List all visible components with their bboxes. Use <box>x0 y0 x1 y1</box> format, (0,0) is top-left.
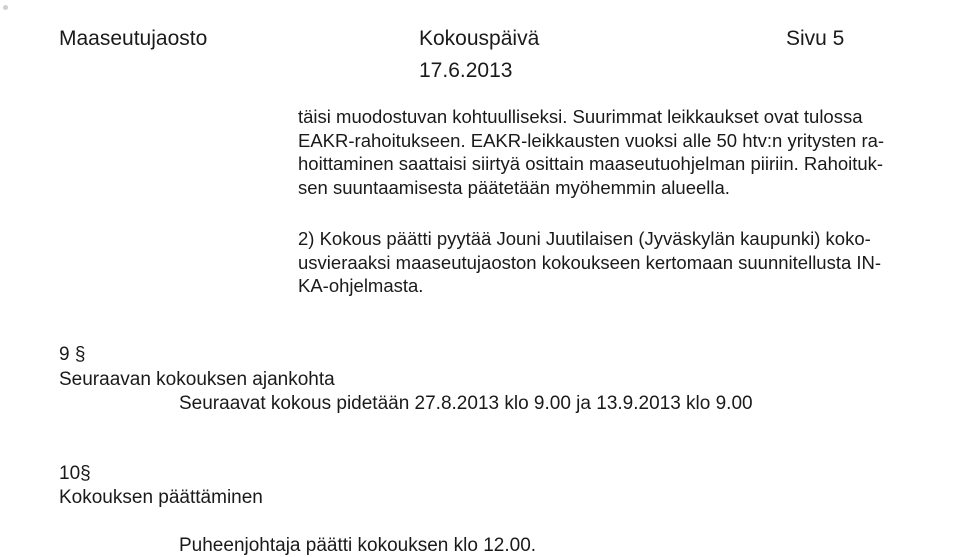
section-title: Kokouksen päättäminen <box>59 487 263 508</box>
paragraph-line: täisi muodostuvan kohtuulliseksi. Suurimmat leikkaukset ovat tulossa <box>298 106 863 127</box>
paragraph-line: sen suuntaamisesta päätetään myöhemmin alueella. <box>298 176 730 198</box>
paragraph-line: hoittaminen saattaisi siirtyä osittain maaseutuohjelman piiriin. Rahoituk- <box>298 153 884 174</box>
paragraph-line: KA-ohjelmasta. <box>298 275 424 296</box>
scan-speck <box>3 5 8 10</box>
section-number: 10§ <box>59 463 91 484</box>
section-title: Seuraavan kokouksen ajankohta <box>59 369 335 390</box>
section-text: Seuraavat kokous pidetään 27.8.2013 klo 9.00 ja 13.9.2013 klo 9.00 <box>179 393 753 414</box>
paragraph-line: usvieraaksi maaseutujaoston kokoukseen kertomaan suunnitellusta IN- <box>298 251 882 273</box>
header-page-number: Sivu 5 <box>786 27 845 50</box>
paragraph-line: 2) Kokous päätti pyytää Jouni Juutilaisen (Jyväskylän kaupunki) koko- <box>298 228 871 249</box>
paragraph-guest-invitation <box>298 227 948 298</box>
header-date: 17.6.2013 <box>419 59 513 82</box>
paragraph-eakr <box>298 105 948 199</box>
section-text: Puheenjohtaja päätti kokouksen klo 12.00. <box>179 535 537 556</box>
header-department: Maaseutujaosto <box>59 27 208 50</box>
header-meeting-date-label: Kokouspäivä <box>419 27 540 50</box>
paragraph-line: EAKR-rahoitukseen. EAKR-leikkausten vuoksi alle 50 htv:n yritysten ra- <box>298 129 885 151</box>
section-number: 9 § <box>59 344 86 365</box>
